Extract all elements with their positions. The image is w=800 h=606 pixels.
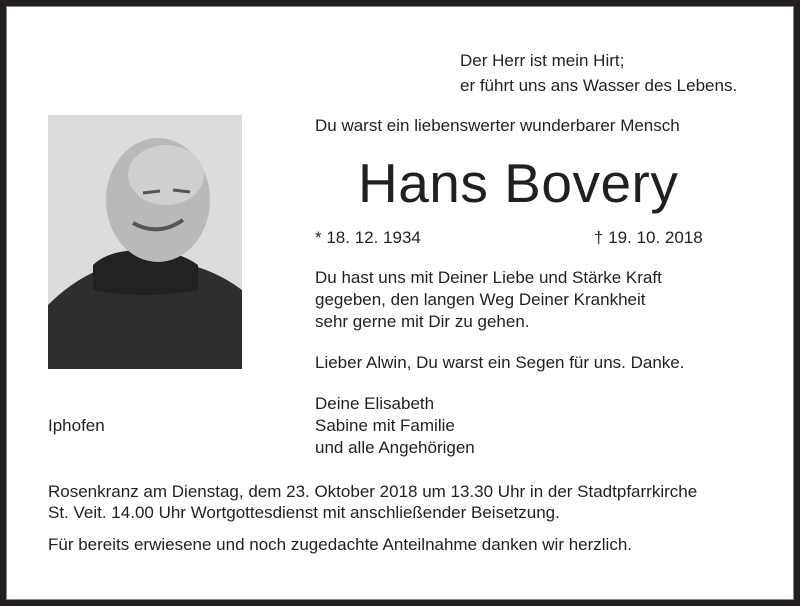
mourner-3: und alle Angehörigen: [315, 438, 475, 457]
deceased-name: Hans Bovery: [358, 152, 679, 214]
mourner-2: Sabine mit Familie: [315, 416, 455, 435]
tribute-line-1: Du hast uns mit Deiner Liebe und Stärke Kraft: [315, 268, 662, 287]
thanks-line: Lieber Alwin, Du warst ein Segen für uns. Danke.: [315, 353, 685, 372]
service-line-1: Rosenkranz am Dienstag, dem 23. Oktober 2018 um 13.30 Uhr in der Stadtpfarrkirche: [48, 482, 698, 501]
intro-line: Du warst ein liebenswerter wunderbarer Mensch: [315, 116, 680, 135]
motto-line-2: er führt uns ans Wasser des Lebens.: [460, 76, 738, 95]
death-date: † 19. 10. 2018: [594, 228, 703, 247]
birth-date: * 18. 12. 1934: [315, 228, 421, 247]
service-line-2: St. Veit. 14.00 Uhr Wortgottesdienst mit anschließender Beisetzung.: [48, 503, 560, 522]
portrait-photo: [48, 115, 242, 369]
closing-line: Für bereits erwiesene und noch zugedachte Anteilnahme danken wir herzlich.: [48, 535, 633, 554]
tribute-line-2: gegeben, den langen Weg Deiner Krankheit: [315, 290, 646, 309]
tribute-line-3: sehr gerne mit Dir zu gehen.: [315, 312, 530, 331]
mourner-1: Deine Elisabeth: [315, 394, 435, 413]
place: Iphofen: [48, 416, 105, 435]
motto-line-1: Der Herr ist mein Hirt;: [460, 51, 625, 70]
